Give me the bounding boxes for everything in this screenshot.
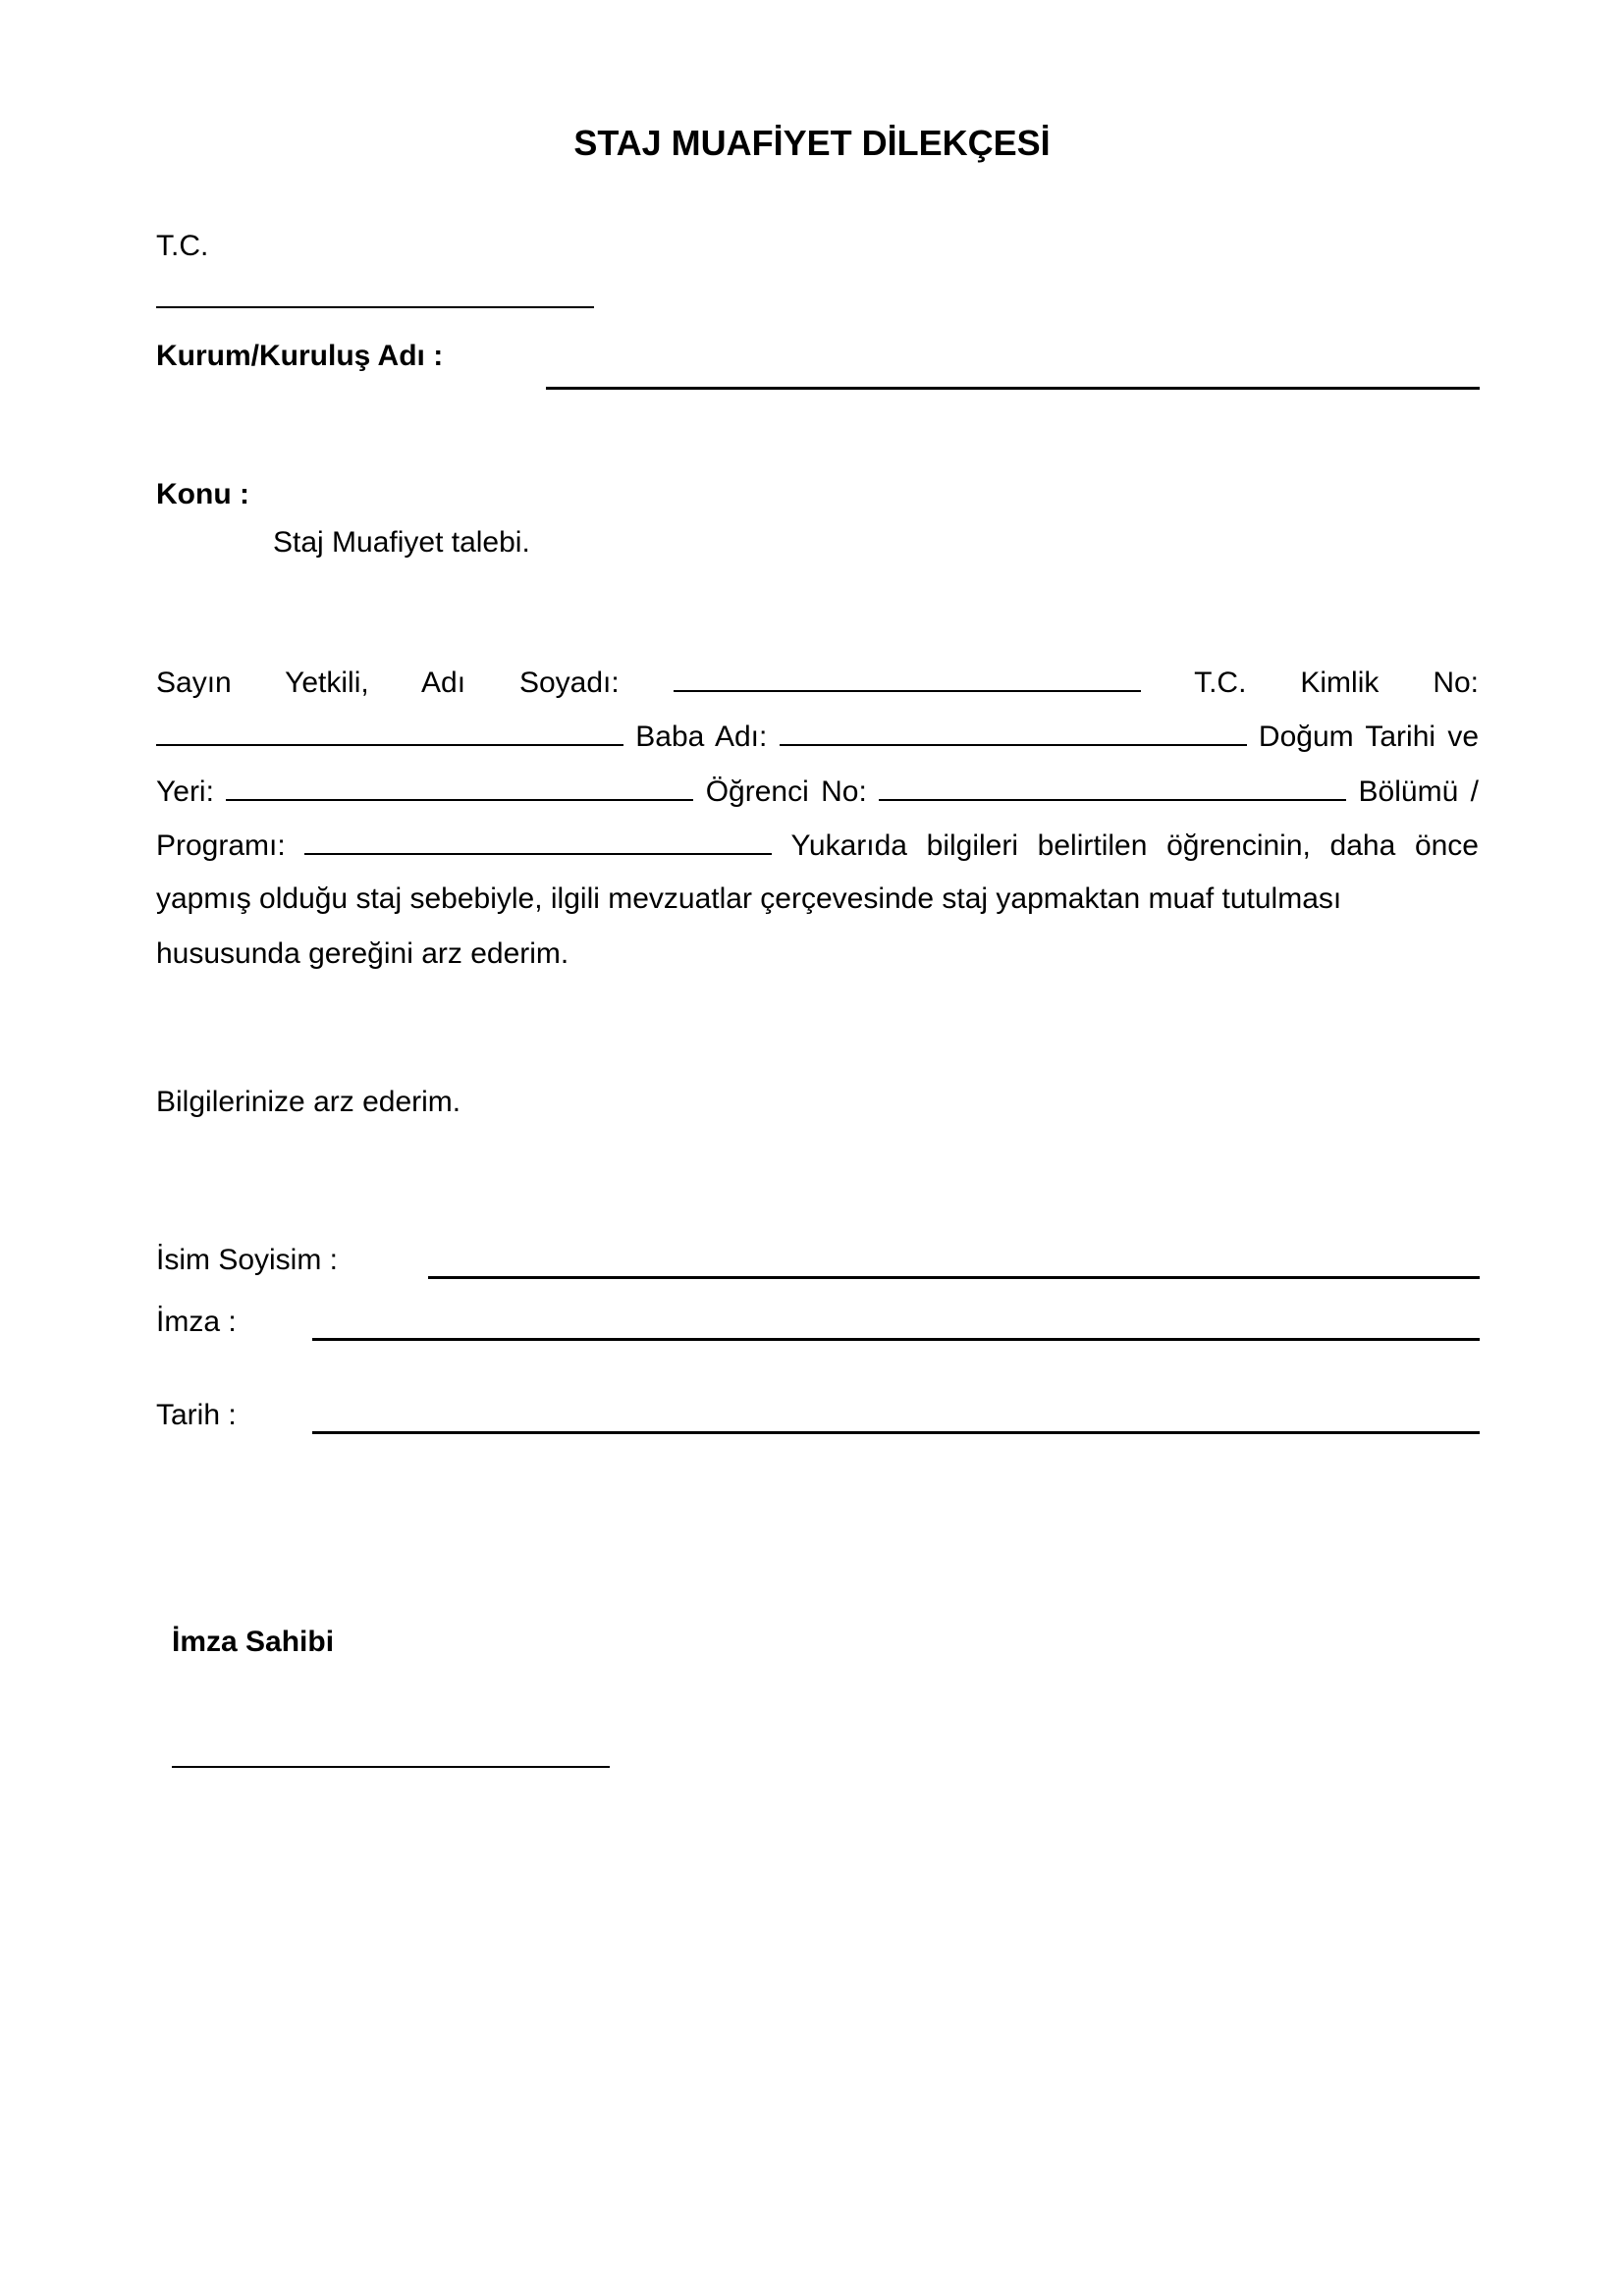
name-surname-line[interactable] (428, 1276, 1480, 1279)
signature-owner-line[interactable] (172, 1766, 610, 1768)
tc-kimlik-blank[interactable] (156, 719, 623, 746)
body-line-3 (156, 774, 1479, 810)
institution-name-label: Kurum/Kuruluş Adı : (156, 340, 444, 372)
name-surname-label: İsim Soyisim : (156, 1244, 339, 1276)
greeting-name-text: Sayın Yetkili, Adı Soyadı: (156, 667, 620, 699)
date-label: Tarih : (156, 1399, 237, 1431)
signature-line[interactable] (312, 1338, 1480, 1341)
tc-label: T.C. (156, 230, 209, 262)
body-line-4 (156, 828, 1479, 864)
dogum-tarihi-text: Doğum Tarihi ve (1258, 721, 1479, 753)
body-line-4-tail: Yukarıda bilgileri belirtilen öğrencinin, daha önce (790, 829, 1479, 862)
name-surname-blank[interactable] (674, 665, 1141, 692)
subject-label: Konu : (156, 478, 249, 510)
ogrenci-no-blank[interactable] (879, 774, 1346, 801)
signature-owner-label: İmza Sahibi (172, 1626, 335, 1658)
signature-label: İmza : (156, 1306, 237, 1338)
date-line[interactable] (312, 1431, 1480, 1434)
tc-kimlik-text: T.C. Kimlik No: (1194, 667, 1480, 699)
programi-text: Programı: (156, 829, 286, 862)
dogum-yeri-blank[interactable] (226, 774, 693, 801)
institution-name-line[interactable] (546, 387, 1480, 390)
body-line-2 (156, 719, 1479, 755)
tc-institution-blank-line[interactable] (156, 306, 594, 308)
subject-text: Staj Muafiyet talebi. (273, 526, 530, 559)
programi-blank[interactable] (304, 828, 772, 855)
body-line-6: hususunda gereğini arz ederim. (156, 937, 569, 970)
baba-adi-text: Baba Adı: (635, 721, 768, 753)
body-line-5: yapmış olduğu staj sebebiyle, ilgili mevzuatlar çerçevesinde staj yapmaktan muaf tutulması (156, 882, 1342, 915)
yeri-text: Yeri: (156, 775, 214, 808)
bolumu-text: Bölümü / (1358, 775, 1479, 808)
baba-adi-blank[interactable] (780, 719, 1247, 746)
closing-text: Bilgilerinize arz ederim. (156, 1086, 461, 1118)
ogrenci-no-text: Öğrenci No: (705, 775, 867, 808)
document-title: STAJ MUAFİYET DİLEKÇESİ (573, 123, 1051, 163)
body-line-1 (156, 665, 1479, 701)
